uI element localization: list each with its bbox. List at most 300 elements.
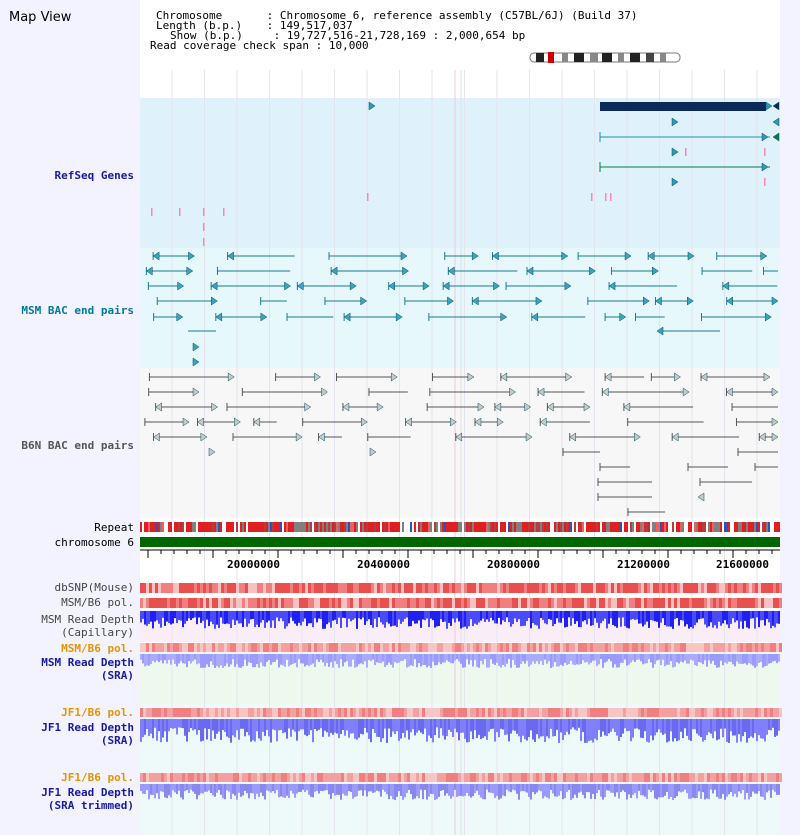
heat-cell: [422, 708, 425, 717]
heat-cell: [326, 598, 329, 608]
gene-strand-marker: [344, 313, 350, 321]
depth-bar: [630, 654, 632, 662]
depth-bar: [770, 654, 772, 663]
heat-cell: [581, 598, 584, 608]
depth-bar: [324, 611, 326, 629]
repeat-segment: [736, 522, 738, 532]
depth-bar: [474, 654, 476, 660]
depth-bar: [216, 654, 218, 666]
heat-cell: [395, 643, 398, 652]
depth-bar: [364, 784, 366, 790]
depth-bar: [768, 654, 770, 664]
depth-bar: [660, 784, 662, 797]
heat-cell: [464, 598, 467, 608]
depth-bar: [754, 719, 756, 733]
depth-bar: [758, 611, 760, 627]
heat-cell: [311, 583, 314, 593]
repeat-segment: [570, 522, 572, 532]
depth-bar: [184, 654, 186, 664]
heat-cell: [527, 598, 530, 608]
repeat-segment: [454, 522, 456, 532]
depth-bar: [262, 611, 264, 620]
depth-bar: [744, 611, 746, 621]
depth-bar: [464, 784, 466, 796]
depth-bar: [374, 784, 376, 792]
heat-cell: [653, 643, 656, 652]
heat-cell: [326, 708, 329, 717]
heat-cell: [374, 583, 377, 593]
heat-cell: [182, 773, 185, 782]
repeat-segment: [176, 522, 178, 532]
gene-strand-marker: [672, 433, 678, 441]
repeat-segment: [402, 522, 404, 532]
heat-cell: [323, 598, 326, 608]
label-jf1-b6-pol-1: JF1/B6 pol.: [61, 706, 134, 719]
depth-bar: [146, 654, 148, 665]
depth-bar: [210, 719, 212, 741]
repeat-segment: [554, 522, 556, 532]
heat-cell: [743, 583, 746, 593]
depth-bar: [502, 654, 504, 665]
heat-cell: [398, 583, 401, 593]
heat-cell: [755, 643, 758, 652]
depth-bar: [498, 611, 500, 618]
depth-bar: [386, 784, 388, 794]
heat-cell: [611, 643, 614, 652]
heat-cell: [611, 583, 614, 593]
depth-bar: [578, 611, 580, 627]
depth-bar: [318, 719, 320, 730]
repeat-segment: [512, 522, 514, 532]
heat-cell: [329, 583, 332, 593]
gene-strand-marker: [475, 418, 481, 426]
depth-bar: [170, 611, 172, 624]
depth-bar: [520, 719, 522, 742]
depth-bar: [196, 654, 198, 664]
gene-strand-marker: [178, 282, 184, 290]
heat-cell: [686, 708, 689, 717]
depth-bar: [174, 719, 176, 728]
gene-strand-marker: [773, 133, 779, 141]
depth-bar: [248, 654, 250, 662]
depth-bar: [208, 611, 210, 626]
depth-bar: [582, 611, 584, 621]
repeat-segment: [548, 522, 550, 532]
heat-cell: [422, 643, 425, 652]
depth-bar: [436, 611, 438, 626]
heat-cell: [764, 708, 767, 717]
heat-cell: [719, 598, 722, 608]
depth-bar: [572, 611, 574, 618]
repeat-segment: [366, 522, 368, 532]
heat-cell: [602, 708, 605, 717]
depth-bar: [210, 784, 212, 793]
depth-bar: [730, 654, 732, 662]
heat-cell: [419, 708, 422, 717]
depth-bar: [476, 719, 478, 738]
depth-bar: [432, 611, 434, 620]
depth-bar: [640, 611, 642, 623]
depth-bar: [368, 611, 370, 619]
depth-bar: [470, 719, 472, 731]
depth-bar: [748, 784, 750, 799]
depth-bar: [316, 611, 318, 622]
depth-bar: [268, 654, 270, 660]
repeat-segment: [524, 522, 526, 532]
heat-cell: [362, 643, 365, 652]
depth-bar: [358, 611, 360, 618]
heat-cell: [638, 708, 641, 717]
depth-bar: [258, 654, 260, 668]
depth-bar: [346, 784, 348, 796]
heat-cell: [170, 708, 173, 717]
depth-bar: [684, 784, 686, 790]
repeat-segment: [154, 522, 156, 532]
depth-bar: [170, 784, 172, 797]
repeat-segment: [234, 522, 236, 532]
heat-cell: [695, 708, 698, 717]
heat-cell: [335, 643, 338, 652]
depth-bar: [168, 611, 170, 623]
depth-bar: [540, 611, 542, 618]
depth-bar: [166, 719, 168, 742]
gene-strand-marker: [701, 373, 707, 381]
depth-bar: [300, 611, 302, 625]
depth-bar: [214, 654, 216, 668]
depth-bar: [604, 654, 606, 663]
heat-cell: [635, 773, 638, 782]
depth-bar: [250, 611, 252, 619]
heat-cell: [731, 598, 734, 608]
depth-bar: [302, 611, 304, 622]
heat-cell: [500, 643, 503, 652]
heat-cell: [500, 708, 503, 717]
heat-cell: [320, 708, 323, 717]
depth-bar: [240, 611, 242, 623]
heat-cell: [452, 708, 455, 717]
repeat-segment: [308, 522, 310, 532]
depth-bar: [524, 784, 526, 791]
depth-bar: [278, 784, 280, 797]
depth-bar: [544, 654, 546, 660]
depth-bar: [256, 784, 258, 794]
depth-bar: [384, 611, 386, 628]
repeat-segment: [160, 522, 162, 532]
heat-cell: [740, 708, 743, 717]
depth-bar: [468, 719, 470, 742]
depth-bar: [618, 719, 620, 741]
depth-bar: [662, 784, 664, 797]
depth-bar: [198, 654, 200, 663]
depth-bar: [368, 719, 370, 739]
depth-bar: [720, 719, 722, 729]
heat-cell: [617, 773, 620, 782]
heat-cell: [557, 598, 560, 608]
repeat-segment: [372, 522, 374, 532]
depth-bar: [468, 611, 470, 626]
depth-bar: [646, 719, 648, 742]
heat-cell: [623, 598, 626, 608]
depth-bar: [198, 611, 200, 618]
heat-cell: [503, 708, 506, 717]
depth-bar: [186, 611, 188, 621]
heat-cell: [716, 598, 719, 608]
repeat-segment: [220, 522, 222, 532]
depth-bar: [568, 611, 570, 617]
heat-cell: [254, 708, 257, 717]
depth-bar: [542, 719, 544, 736]
depth-bar: [518, 611, 520, 619]
depth-bar: [430, 784, 432, 794]
depth-bar: [348, 719, 350, 738]
show-value: 19,727,516-21,728,169 : 2,000,654 bp: [286, 29, 526, 42]
label-msm-depth-sra-1: MSM Read Depth: [41, 656, 134, 669]
depth-bar: [286, 611, 288, 626]
depth-bar: [666, 611, 668, 626]
heat-cell: [653, 773, 656, 782]
heat-cell: [470, 598, 473, 608]
depth-bar: [192, 719, 194, 730]
repeat-segment: [754, 522, 756, 532]
repeat-segment: [268, 522, 270, 532]
depth-bar: [640, 784, 642, 795]
repeat-segment: [582, 522, 584, 532]
depth-bar: [524, 611, 526, 626]
gene-strand-marker: [764, 373, 770, 381]
heat-cell: [236, 598, 239, 608]
depth-bar: [410, 784, 412, 794]
depth-bar: [148, 611, 150, 624]
depth-bar: [220, 654, 222, 665]
depth-bar: [766, 784, 768, 792]
heat-cell: [398, 643, 401, 652]
heat-cell: [191, 583, 194, 593]
depth-bar: [436, 654, 438, 665]
depth-bar: [406, 654, 408, 668]
depth-bar: [270, 784, 272, 793]
heat-cell: [539, 773, 542, 782]
depth-bar: [718, 719, 720, 739]
depth-bar: [268, 719, 270, 736]
repeat-segment: [400, 522, 402, 532]
depth-bar: [504, 654, 506, 667]
heat-cell: [614, 643, 617, 652]
heat-cell: [632, 773, 635, 782]
depth-bar: [354, 611, 356, 618]
heat-cell: [776, 643, 779, 652]
depth-bar: [384, 654, 386, 667]
depth-bar: [580, 784, 582, 792]
heat-cell: [563, 643, 566, 652]
gene-strand-marker: [501, 313, 507, 321]
depth-bar: [460, 611, 462, 629]
heat-cell: [308, 583, 311, 593]
depth-bar: [392, 611, 394, 626]
repeat-segment: [382, 522, 384, 532]
heat-cell: [407, 708, 410, 717]
depth-bar: [538, 719, 540, 739]
heat-cell: [668, 598, 671, 608]
depth-bar: [466, 719, 468, 742]
depth-bar: [616, 654, 618, 667]
heat-cell: [206, 708, 209, 717]
repeat-segment: [488, 522, 490, 532]
heat-cell: [263, 708, 266, 717]
depth-bar: [150, 784, 152, 795]
depth-bar: [506, 654, 508, 664]
repeat-segment: [334, 522, 336, 532]
heat-cell: [431, 643, 434, 652]
repeat-segment: [344, 522, 346, 532]
depth-bar: [534, 719, 536, 742]
depth-bar: [422, 611, 424, 620]
depth-bar: [218, 611, 220, 628]
heat-cell: [383, 583, 386, 593]
depth-bar: [376, 611, 378, 627]
gene-strand-marker: [153, 252, 159, 260]
heat-cell: [359, 708, 362, 717]
depth-bar: [748, 654, 750, 663]
heat-cell: [632, 583, 635, 593]
depth-bar: [754, 654, 756, 668]
depth-bar: [624, 654, 626, 660]
depth-bar: [232, 784, 234, 794]
depth-bar: [182, 654, 184, 663]
heat-cell: [500, 773, 503, 782]
depth-bar: [728, 784, 730, 794]
depth-bar: [216, 784, 218, 793]
heat-cell: [587, 708, 590, 717]
heat-cell: [662, 598, 665, 608]
depth-bar: [772, 611, 774, 626]
repeat-segment: [576, 522, 578, 532]
depth-bar: [362, 719, 364, 734]
heat-cell: [389, 583, 392, 593]
gene-strand-marker: [406, 418, 412, 426]
gene-strand-marker: [305, 403, 311, 411]
heat-cell: [254, 583, 257, 593]
heat-cell: [746, 583, 749, 593]
repeat-segment: [542, 522, 544, 532]
depth-bar: [326, 654, 328, 663]
heat-cell: [386, 708, 389, 717]
depth-bar: [660, 611, 662, 623]
gene-strand-marker: [361, 297, 367, 305]
heat-cell: [248, 708, 251, 717]
heat-cell: [740, 643, 743, 652]
repeat-segment: [480, 522, 482, 532]
heat-cell: [218, 583, 221, 593]
heat-cell: [209, 598, 212, 608]
depth-bar: [202, 784, 204, 793]
repeat-segment: [762, 522, 764, 532]
depth-bar: [172, 654, 174, 660]
heat-cell: [776, 773, 779, 782]
depth-bar: [452, 784, 454, 797]
heat-cell: [392, 708, 395, 717]
depth-bar: [616, 719, 618, 736]
depth-bar: [770, 611, 772, 628]
gene-strand-marker: [538, 388, 544, 396]
depth-bar: [596, 611, 598, 623]
heat-cell: [560, 598, 563, 608]
heat-cell: [410, 583, 413, 593]
depth-bar: [510, 611, 512, 627]
heat-cell: [368, 583, 371, 593]
depth-bar: [546, 654, 548, 664]
heat-cell: [659, 583, 662, 593]
heat-cell: [671, 643, 674, 652]
depth-bar: [528, 611, 530, 618]
depth-bar: [304, 611, 306, 618]
depth-bar: [474, 611, 476, 624]
depth-bar: [480, 654, 482, 661]
heat-cell: [365, 643, 368, 652]
depth-bar: [484, 784, 486, 799]
depth-bar: [234, 719, 236, 737]
heat-cell: [587, 583, 590, 593]
heat-cell: [560, 643, 563, 652]
heat-cell: [221, 583, 224, 593]
depth-bar: [322, 611, 324, 629]
heat-cell: [284, 773, 287, 782]
depth-bar: [316, 719, 318, 731]
depth-bar: [464, 719, 466, 739]
depth-bar: [488, 654, 490, 668]
repeat-segment: [202, 522, 204, 532]
depth-bar: [248, 784, 250, 798]
depth-bar: [614, 611, 616, 626]
repeat-segment: [588, 522, 590, 532]
depth-bar: [500, 611, 502, 624]
heat-cell: [161, 598, 164, 608]
heat-cell: [656, 598, 659, 608]
depth-bar: [444, 719, 446, 740]
depth-bar: [252, 784, 254, 793]
heat-cell: [317, 708, 320, 717]
heat-cell: [542, 643, 545, 652]
heat-cell: [767, 598, 770, 608]
depth-bar: [530, 611, 532, 628]
repeat-segment: [584, 522, 586, 532]
repeat-segment: [742, 522, 744, 532]
heat-cell: [419, 643, 422, 652]
depth-bar: [690, 611, 692, 627]
heat-cell: [296, 708, 299, 717]
depth-bar: [212, 719, 214, 731]
heat-cell: [317, 583, 320, 593]
repeat-segment: [678, 522, 680, 532]
depth-bar: [444, 654, 446, 663]
gene-strand-marker: [183, 418, 189, 426]
depth-bar: [538, 784, 540, 790]
depth-bar: [504, 784, 506, 796]
depth-bar: [244, 784, 246, 791]
heat-cell: [473, 643, 476, 652]
heat-cell: [440, 773, 443, 782]
heat-cell: [620, 643, 623, 652]
depth-bar: [238, 654, 240, 667]
depth-bar: [254, 784, 256, 799]
depth-bar: [208, 784, 210, 791]
heat-cell: [740, 598, 743, 608]
heat-cell: [542, 583, 545, 593]
heat-cell: [512, 773, 515, 782]
repeat-segment: [204, 522, 206, 532]
depth-bar: [480, 719, 482, 739]
depth-bar: [420, 611, 422, 628]
depth-bar: [752, 654, 754, 666]
